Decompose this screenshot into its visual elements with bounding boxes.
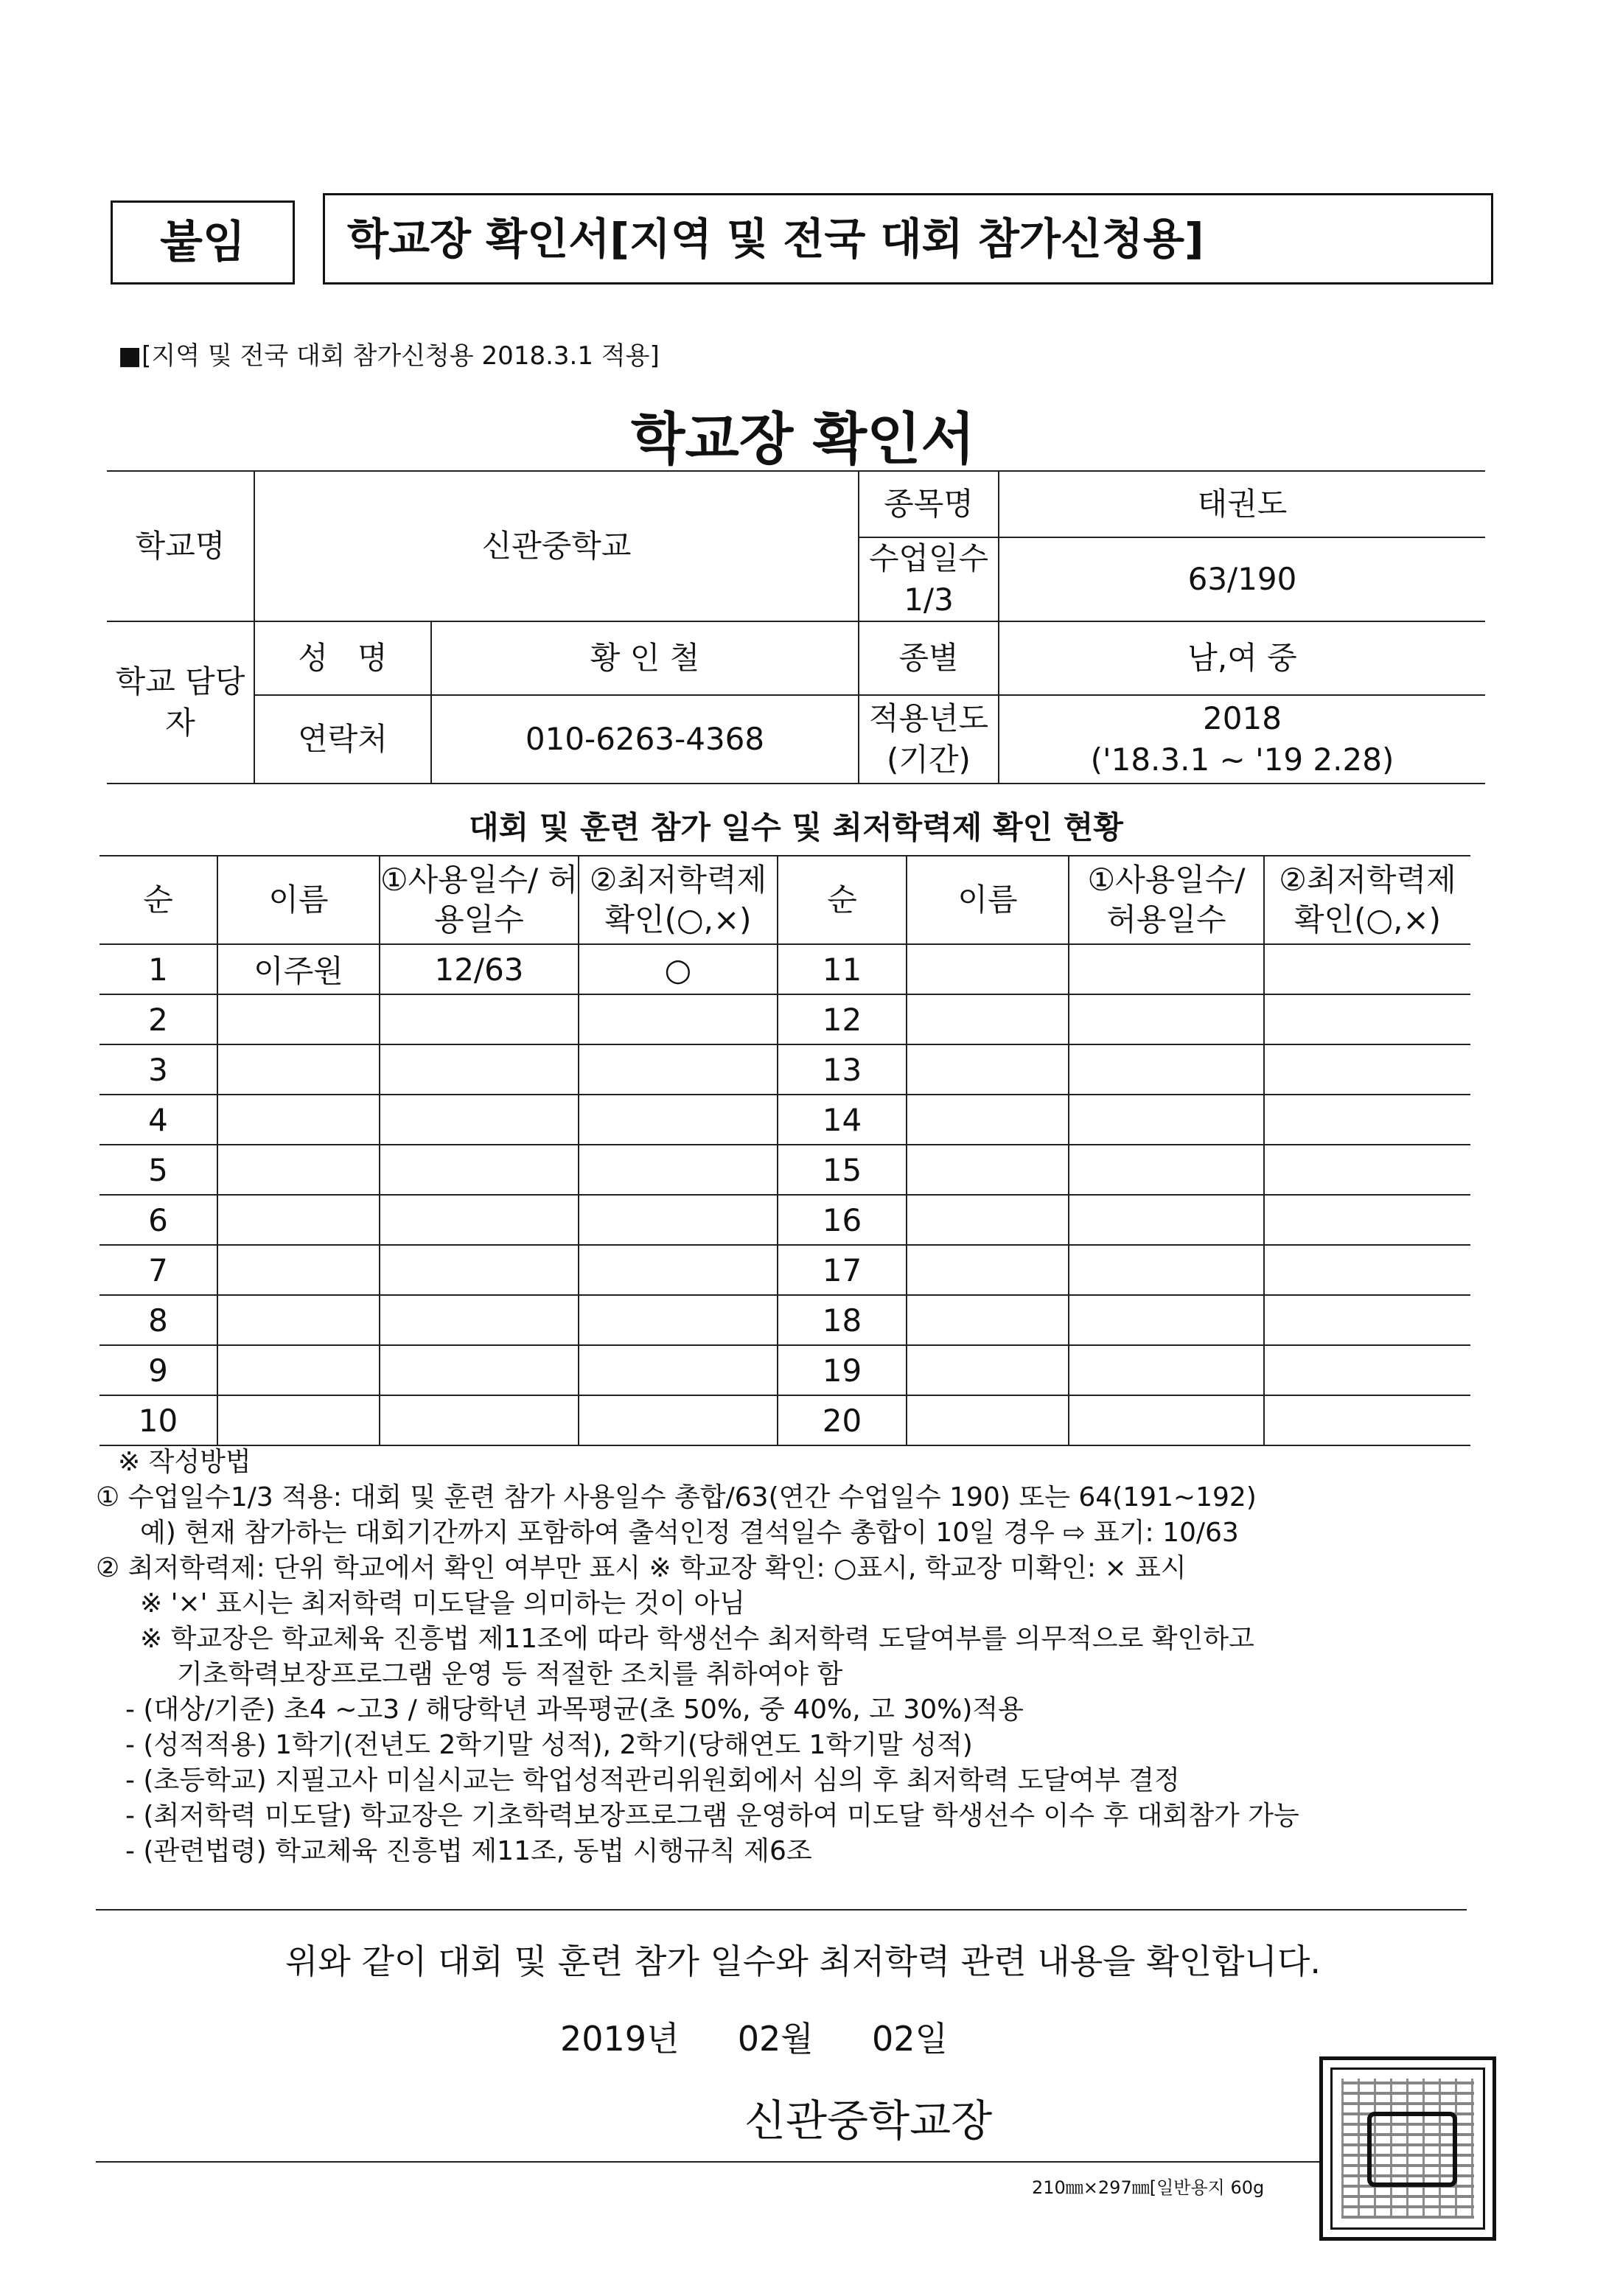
row-days (380, 1295, 579, 1345)
row-name (217, 1295, 380, 1345)
note-line: ※ 학교장은 학교체육 진흥법 제11조에 따라 학생선수 최저학력 도달여부를 의무적으로 확인하고 (140, 1624, 1254, 1654)
row-name (217, 1095, 380, 1145)
form-subtitle: ■[지역 및 전국 대회 참가신청용 2018.3.1 적용] (118, 341, 660, 371)
row-no: 8 (99, 1295, 217, 1345)
header-no: 순 (778, 856, 907, 944)
row-days (1069, 1245, 1264, 1295)
row-no: 20 (778, 1395, 907, 1445)
row-check (579, 1245, 778, 1295)
participant-table (99, 855, 1470, 1446)
row-name (907, 994, 1069, 1044)
row-check (1264, 1145, 1470, 1195)
contact-label: 연락처 (254, 695, 431, 784)
row-check (579, 1295, 778, 1345)
table-row (99, 1145, 1470, 1195)
row-no: 2 (99, 994, 217, 1044)
section-title: 대회 및 훈련 참가 일수 및 최저학력제 확인 현황 (469, 809, 1123, 845)
signer: 신관중학교장 (744, 2096, 993, 2146)
year-cell (999, 695, 1485, 784)
row-days (380, 1195, 579, 1245)
date (560, 2012, 948, 2061)
period-value: ('18.3.1 ~ '19 2.28) (1090, 742, 1394, 778)
notes (96, 1445, 1518, 1869)
row-days (380, 1245, 579, 1295)
row-name (907, 1295, 1069, 1345)
note-line: - (대상/기준) 초4 ~고3 / 해당학년 과목평균(초 50%, 중 40%, 고 30%)적용 (125, 1695, 1024, 1725)
school-value: 신관중학교 (254, 471, 859, 621)
row-check (1264, 944, 1470, 994)
row-days (1069, 1395, 1264, 1445)
notes-heading: ※ 작성방법 (118, 1447, 251, 1477)
row-check (1264, 1095, 1470, 1145)
row-no: 16 (778, 1195, 907, 1245)
row-check (1264, 1395, 1470, 1445)
row-name (907, 1395, 1069, 1445)
name-value: 황 인 철 (431, 621, 859, 695)
row-no: 5 (99, 1145, 217, 1195)
row-days (1069, 1145, 1264, 1195)
row-check (579, 1345, 778, 1395)
row-days (1069, 1295, 1264, 1345)
row-days (1069, 994, 1264, 1044)
note-line: - (성적적용) 1학기(전년도 2학기말 성적), 2학기(당해연도 1학기말 성적) (125, 1730, 973, 1760)
row-days (380, 1044, 579, 1095)
row-no: 6 (99, 1195, 217, 1245)
row-check (1264, 1295, 1470, 1345)
notes-divider (96, 1909, 1467, 1911)
row-check: ○ (579, 944, 778, 994)
table-row (99, 1044, 1470, 1095)
table-row (99, 994, 1470, 1044)
row-no: 11 (778, 944, 907, 994)
class-days-value: 63/190 (999, 537, 1485, 621)
header-days: ①사용일수/ 허용일수 (1069, 856, 1264, 944)
table-row (99, 1095, 1470, 1145)
row-name (907, 1095, 1069, 1145)
row-name (907, 1195, 1069, 1245)
row-check (1264, 1345, 1470, 1395)
row-no: 14 (778, 1095, 907, 1145)
row-name (217, 1395, 380, 1445)
header-title: 학교장 확인서[지역 및 전국 대회 참가신청용] (323, 193, 1493, 285)
table-row (99, 1345, 1470, 1395)
note-line: 예) 현재 참가하는 대회기간까지 포함하여 출석인정 결석일수 총합이 10일 경우 ⇨ 표기: 10/63 (140, 1518, 1239, 1548)
table-row (99, 944, 1470, 994)
year-label: 적용년도 (기간) (859, 695, 999, 784)
school-label: 학교명 (107, 471, 254, 621)
row-no: 10 (99, 1395, 217, 1445)
row-name (217, 1245, 380, 1295)
table-row (99, 1395, 1470, 1445)
bottom-rule (96, 2161, 1319, 2163)
row-name (217, 1195, 380, 1245)
row-check (1264, 994, 1470, 1044)
row-name (907, 1145, 1069, 1195)
confirm-text: 위와 같이 대회 및 훈련 참가 일수와 최저학력 관련 내용을 확인합니다. (284, 1941, 1322, 1981)
row-name (907, 1345, 1069, 1395)
name-label: 성 명 (254, 621, 431, 695)
row-check (579, 1395, 778, 1445)
header-name: 이름 (217, 856, 380, 944)
row-no: 13 (778, 1044, 907, 1095)
row-days (380, 994, 579, 1044)
note-line: ② 최저학력제: 단위 학교에서 확인 여부만 표시 ※ 학교장 확인: ○표시, 학교장 미확인: × 표시 (96, 1553, 1187, 1583)
contact-value: 010-6263-4368 (431, 695, 859, 784)
row-no: 4 (99, 1095, 217, 1145)
row-no: 7 (99, 1245, 217, 1295)
paper-spec: 210㎜×297㎜[일반용지 60g (1032, 2177, 1265, 2198)
row-check (579, 1195, 778, 1245)
row-days (380, 1395, 579, 1445)
header-days: ①사용일수/ 허용일수 (380, 856, 579, 944)
info-table (107, 470, 1485, 784)
row-no: 17 (778, 1245, 907, 1295)
header-name: 이름 (907, 856, 1069, 944)
note-line: - (최저학력 미도달) 학교장은 기초학력보장프로그램 운영하여 미도달 학생선수 이수 후 대회참가 가능 (125, 1801, 1299, 1831)
document-title: 학교장 확인서 (631, 406, 975, 472)
row-no: 3 (99, 1044, 217, 1095)
table-row (99, 1195, 1470, 1245)
row-name (217, 994, 380, 1044)
row-no: 18 (778, 1295, 907, 1345)
row-name (907, 1044, 1069, 1095)
note-line: ※ '×' 표시는 최저학력 미도달을 의미하는 것이 아님 (140, 1588, 745, 1619)
row-days: 12/63 (380, 944, 579, 994)
date-month: 02월 (737, 2019, 814, 2059)
row-days (380, 1145, 579, 1195)
row-check (1264, 1195, 1470, 1245)
row-days (1069, 1095, 1264, 1145)
note-line: - (초등학교) 지필고사 미실시교는 학업성적관리위원회에서 심의 후 최저학력 도달여부 결정 (125, 1765, 1180, 1796)
note-line: 기초학력보장프로그램 운영 등 적절한 조치를 취하여야 함 (177, 1659, 843, 1689)
row-name (217, 1145, 380, 1195)
row-name (907, 944, 1069, 994)
row-days (1069, 1044, 1264, 1095)
table-row (99, 1295, 1470, 1345)
class-days-label: 수업일수 1/3 (859, 537, 999, 621)
row-days (1069, 944, 1264, 994)
table-row (99, 1245, 1470, 1295)
row-check (579, 994, 778, 1044)
event-label: 종목명 (859, 471, 999, 537)
row-name (217, 1044, 380, 1095)
row-no: 15 (778, 1145, 907, 1195)
row-no: 19 (778, 1345, 907, 1395)
row-check (1264, 1044, 1470, 1095)
date-day: 02일 (872, 2019, 948, 2059)
header-check: ②최저학력제 확인(○,×) (1264, 856, 1470, 944)
date-year: 2019년 (560, 2019, 680, 2059)
category-label: 종별 (859, 621, 999, 695)
row-days (380, 1095, 579, 1145)
row-name: 이주원 (217, 944, 380, 994)
category-value: 남,여 중 (999, 621, 1485, 695)
official-seal-icon (1319, 2056, 1496, 2241)
row-days (1069, 1345, 1264, 1395)
row-check (579, 1095, 778, 1145)
row-days (1069, 1195, 1264, 1245)
event-value: 태권도 (999, 471, 1485, 537)
row-no: 1 (99, 944, 217, 994)
year-value: 2018 (1203, 700, 1282, 736)
row-name (907, 1245, 1069, 1295)
attachment-tag: 붙임 (111, 200, 295, 285)
row-days (380, 1345, 579, 1395)
note-line: - (관련법령) 학교체육 진흥법 제11조, 동법 시행규칙 제6조 (125, 1836, 812, 1866)
row-no: 12 (778, 994, 907, 1044)
row-check (1264, 1245, 1470, 1295)
header-check: ②최저학력제 확인(○,×) (579, 856, 778, 944)
row-name (217, 1345, 380, 1395)
row-check (579, 1044, 778, 1095)
row-check (579, 1145, 778, 1195)
note-line: ① 수업일수1/3 적용: 대회 및 훈련 참가 사용일수 총합/63(연간 수업일수 190) 또는 64(191~192) (96, 1482, 1257, 1512)
staff-label: 학교 담당자 (107, 621, 254, 784)
header-no: 순 (99, 856, 217, 944)
row-no: 9 (99, 1345, 217, 1395)
